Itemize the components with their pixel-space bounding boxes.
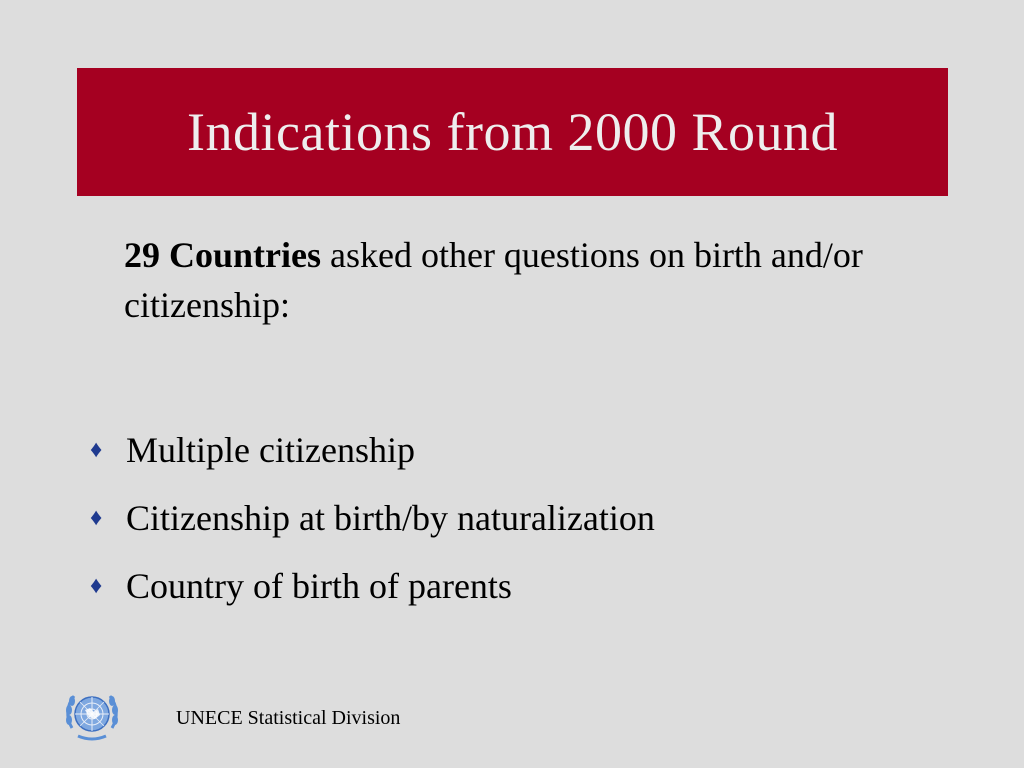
intro-bold-text: 29 Countries [124, 235, 321, 275]
bullet-item [88, 484, 968, 552]
footer-text: UNECE Statistical Division [176, 707, 401, 729]
diamond-icon: ♦ [90, 572, 103, 599]
bullet-list [88, 416, 968, 620]
un-emblem-icon [62, 688, 122, 744]
slide-title: Indications from 2000 Round [187, 102, 838, 162]
intro-paragraph [124, 230, 954, 330]
intro-text: asked other questions on birth and/or citizenship: [124, 235, 863, 325]
bullet-text: Multiple citizenship [126, 430, 415, 470]
diamond-icon: ♦ [90, 436, 103, 463]
title-bar [77, 68, 948, 196]
bullet-item [88, 552, 968, 620]
diamond-icon: ♦ [90, 504, 103, 531]
bullet-text: Citizenship at birth/by naturalization [126, 498, 655, 538]
bullet-item [88, 416, 968, 484]
bullet-text: Country of birth of parents [126, 566, 512, 606]
